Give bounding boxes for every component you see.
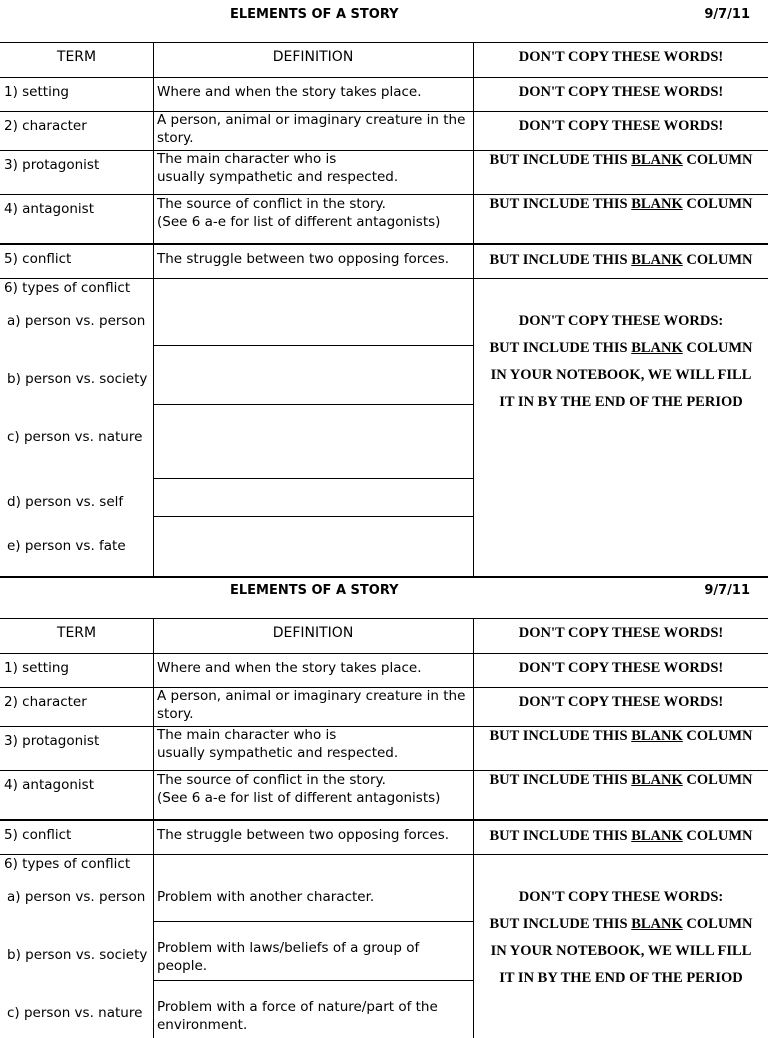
note-text: BUT INCLUDE THIS BLANK COLUMN (489, 196, 753, 212)
definition-protagonist: The main character who is usually sympathetic and respected. (157, 727, 399, 761)
definition-character: A person, animal or imaginary creature in the story. (157, 688, 466, 722)
definition-antagonist: The source of conflict in the story. (See 6 a-e for list of different antagonists) (157, 772, 441, 806)
term-column-header: TERM (56, 49, 97, 65)
rule (153, 516, 473, 517)
note-column-header: DON'T COPY THESE WORDS! (518, 625, 724, 641)
conflict-type-term: c) person vs. nature (7, 429, 143, 445)
note-column-header: DON'T COPY THESE WORDS! (518, 49, 724, 65)
note-text: DON'T COPY THESE WORDS! (518, 660, 724, 676)
worksheet-header (0, 576, 768, 618)
rule (0, 819, 768, 821)
worksheet-header (0, 0, 768, 42)
conflict-type-term: d) person vs. self (7, 494, 124, 510)
blank-emphasis: BLANK (631, 828, 683, 844)
term-antagonist: 4) antagonist (4, 201, 95, 217)
conflict-types-header: 6) types of conflict (4, 856, 131, 872)
blank-emphasis: BLANK (631, 728, 683, 744)
conflict-definition: Problem with laws/beliefs of a group of people. (157, 940, 420, 974)
conflict-type-term: b) person vs. society (7, 371, 148, 387)
blank-emphasis: BLANK (631, 772, 683, 788)
conflict-type-term: e) person vs. fate (7, 538, 126, 554)
term-conflict: 5) conflict (4, 251, 72, 267)
note-text: BUT INCLUDE THIS BLANK COLUMN (489, 728, 753, 744)
term-protagonist: 3) protagonist (4, 733, 100, 749)
rule (0, 653, 768, 654)
conflict-types-header: 6) types of conflict (4, 280, 131, 296)
definition-character: A person, animal or imaginary creature in the story. (157, 112, 466, 146)
conflict-definition: Problem with another character. (157, 889, 375, 905)
term-setting: 1) setting (4, 84, 69, 100)
worksheet-title: ELEMENTS OF A STORY (230, 583, 399, 598)
conflict-type-term: b) person vs. society (7, 947, 148, 963)
rule (153, 345, 473, 346)
rule (0, 42, 768, 43)
note-text: DON'T COPY THESE WORDS! (518, 118, 724, 134)
term-character: 2) character (4, 118, 87, 134)
term-conflict: 5) conflict (4, 827, 72, 843)
note-text: BUT INCLUDE THIS BLANK COLUMN (489, 152, 753, 168)
term-character: 2) character (4, 694, 87, 710)
blank-emphasis: BLANK (631, 916, 683, 932)
note-text: BUT INCLUDE THIS BLANK COLUMN (489, 252, 753, 268)
blank-emphasis: BLANK (631, 152, 683, 168)
definition-conflict: The struggle between two opposing forces. (157, 251, 450, 267)
rule (0, 618, 768, 619)
rule (0, 243, 768, 245)
rule (153, 404, 473, 405)
blank-emphasis: BLANK (631, 340, 683, 356)
column-divider (153, 42, 154, 576)
blank-emphasis: BLANK (631, 196, 683, 212)
rule (153, 478, 473, 479)
column-divider (153, 618, 154, 1038)
instruction-note: DON'T COPY THESE WORDS: BUT INCLUDE THIS BLANK COLUMN IN YOUR NOTEBOOK, WE WILL FILL IT IN BY THE END OF THE PERIOD (489, 313, 753, 410)
worksheet-date: 9/7/11 (704, 583, 750, 598)
definition-antagonist: The source of conflict in the story. (See 6 a-e for list of different antagonists) (157, 196, 441, 230)
definition-protagonist: The main character who is usually sympathetic and respected. (157, 151, 399, 185)
definition-column-header: DEFINITION (272, 49, 354, 65)
note-text: BUT INCLUDE THIS BLANK COLUMN (489, 828, 753, 844)
note-text: DON'T COPY THESE WORDS! (518, 84, 724, 100)
term-setting: 1) setting (4, 660, 69, 676)
definition-conflict: The struggle between two opposing forces. (157, 827, 450, 843)
worksheet-block-2 (0, 576, 768, 1036)
conflict-definition: Problem with a force of nature/part of the environment. (157, 999, 438, 1033)
blank-emphasis: BLANK (631, 252, 683, 268)
instruction-note: DON'T COPY THESE WORDS: BUT INCLUDE THIS BLANK COLUMN IN YOUR NOTEBOOK, WE WILL FILL IT IN BY THE END OF THE PERIOD (489, 889, 753, 986)
note-text: BUT INCLUDE THIS BLANK COLUMN (489, 772, 753, 788)
rule (153, 980, 473, 981)
conflict-type-term: c) person vs. nature (7, 1005, 143, 1021)
conflict-type-term: a) person vs. person (7, 889, 146, 905)
definition-setting: Where and when the story takes place. (157, 84, 422, 100)
worksheet-title: ELEMENTS OF A STORY (230, 7, 399, 22)
definition-setting: Where and when the story takes place. (157, 660, 422, 676)
conflict-type-term: a) person vs. person (7, 313, 146, 329)
rule (0, 77, 768, 78)
term-column-header: TERM (56, 625, 97, 641)
worksheet-date: 9/7/11 (704, 7, 750, 22)
term-protagonist: 3) protagonist (4, 157, 100, 173)
note-text: DON'T COPY THESE WORDS! (518, 694, 724, 710)
definition-column-header: DEFINITION (272, 625, 354, 641)
rule (153, 921, 473, 922)
term-antagonist: 4) antagonist (4, 777, 95, 793)
